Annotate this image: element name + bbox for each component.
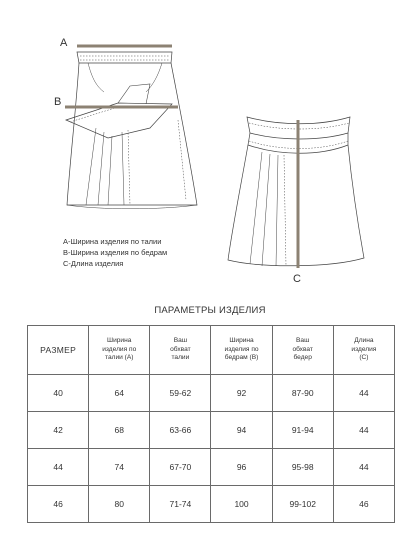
marker-c-label: C	[293, 273, 301, 285]
header-text: талии (А)	[105, 354, 134, 362]
legend-item-b: B-Ширина изделия по бедрам	[63, 248, 168, 257]
cell-size: 42	[28, 412, 89, 449]
cell-length: 44	[333, 412, 394, 449]
legend-item-a: A-Ширина изделия по талии	[63, 237, 162, 246]
header-text: изделия по	[224, 345, 259, 353]
cell-hip-width: 92	[211, 375, 272, 412]
size-table	[27, 325, 395, 523]
cell-length: 46	[333, 486, 394, 523]
cell-size: 40	[28, 375, 89, 412]
header-text: обхват	[292, 345, 313, 353]
cell-your-hips: 91-94	[272, 412, 333, 449]
header-text: Ваш	[296, 337, 310, 345]
table-row	[28, 412, 395, 449]
header-hip-width	[211, 326, 272, 375]
cell-size: 44	[28, 449, 89, 486]
header-your-waist	[150, 326, 211, 375]
header-text: РАЗМЕР	[40, 344, 77, 355]
measurement-legend	[63, 236, 167, 269]
header-text: бедер	[293, 354, 312, 362]
cell-your-hips: 95-98	[272, 449, 333, 486]
header-text: талии	[171, 354, 190, 362]
header-text: (С)	[359, 354, 369, 362]
cell-waist-width: 64	[89, 375, 150, 412]
cell-hip-width: 96	[211, 449, 272, 486]
marker-a-label: A	[60, 37, 68, 49]
cell-your-waist: 67-70	[150, 449, 211, 486]
header-text: Ваш	[173, 337, 188, 345]
front-skirt-sketch	[66, 52, 197, 209]
marker-b-label: B	[54, 96, 62, 108]
header-text: Длина	[354, 337, 374, 345]
cell-waist-width: 68	[89, 412, 150, 449]
back-skirt-sketch	[228, 117, 364, 266]
cell-length: 44	[333, 375, 394, 412]
cell-waist-width: 80	[89, 486, 150, 523]
legend-item-c: C-Длина изделия	[63, 259, 124, 268]
header-text: изделия	[351, 345, 377, 353]
cell-hip-width: 94	[211, 412, 272, 449]
header-size	[28, 326, 89, 375]
header-your-hips	[272, 326, 333, 375]
table-row	[28, 375, 395, 412]
cell-size: 46	[28, 486, 89, 523]
cell-your-waist: 59-62	[150, 375, 211, 412]
cell-waist-width: 74	[89, 449, 150, 486]
header-length	[333, 326, 394, 375]
cell-your-hips: 87-90	[272, 375, 333, 412]
header-text: изделия по	[102, 345, 137, 353]
header-text: Ширина	[107, 337, 132, 345]
table-row	[28, 449, 395, 486]
cell-your-waist: 71-74	[150, 486, 211, 523]
cell-length: 44	[333, 449, 394, 486]
header-waist-width	[89, 326, 150, 375]
table-header-row	[28, 326, 395, 375]
header-text: Ширина	[229, 337, 254, 345]
cell-your-hips: 99-102	[272, 486, 333, 523]
table-row	[28, 486, 395, 523]
header-text: обхват	[170, 345, 191, 353]
cell-hip-width: 100	[211, 486, 272, 523]
cell-your-waist: 63-66	[150, 412, 211, 449]
table-title: ПАРАМЕТРЫ ИЗДЕЛИЯ	[154, 305, 266, 316]
header-text: бедрам (В)	[224, 354, 259, 362]
